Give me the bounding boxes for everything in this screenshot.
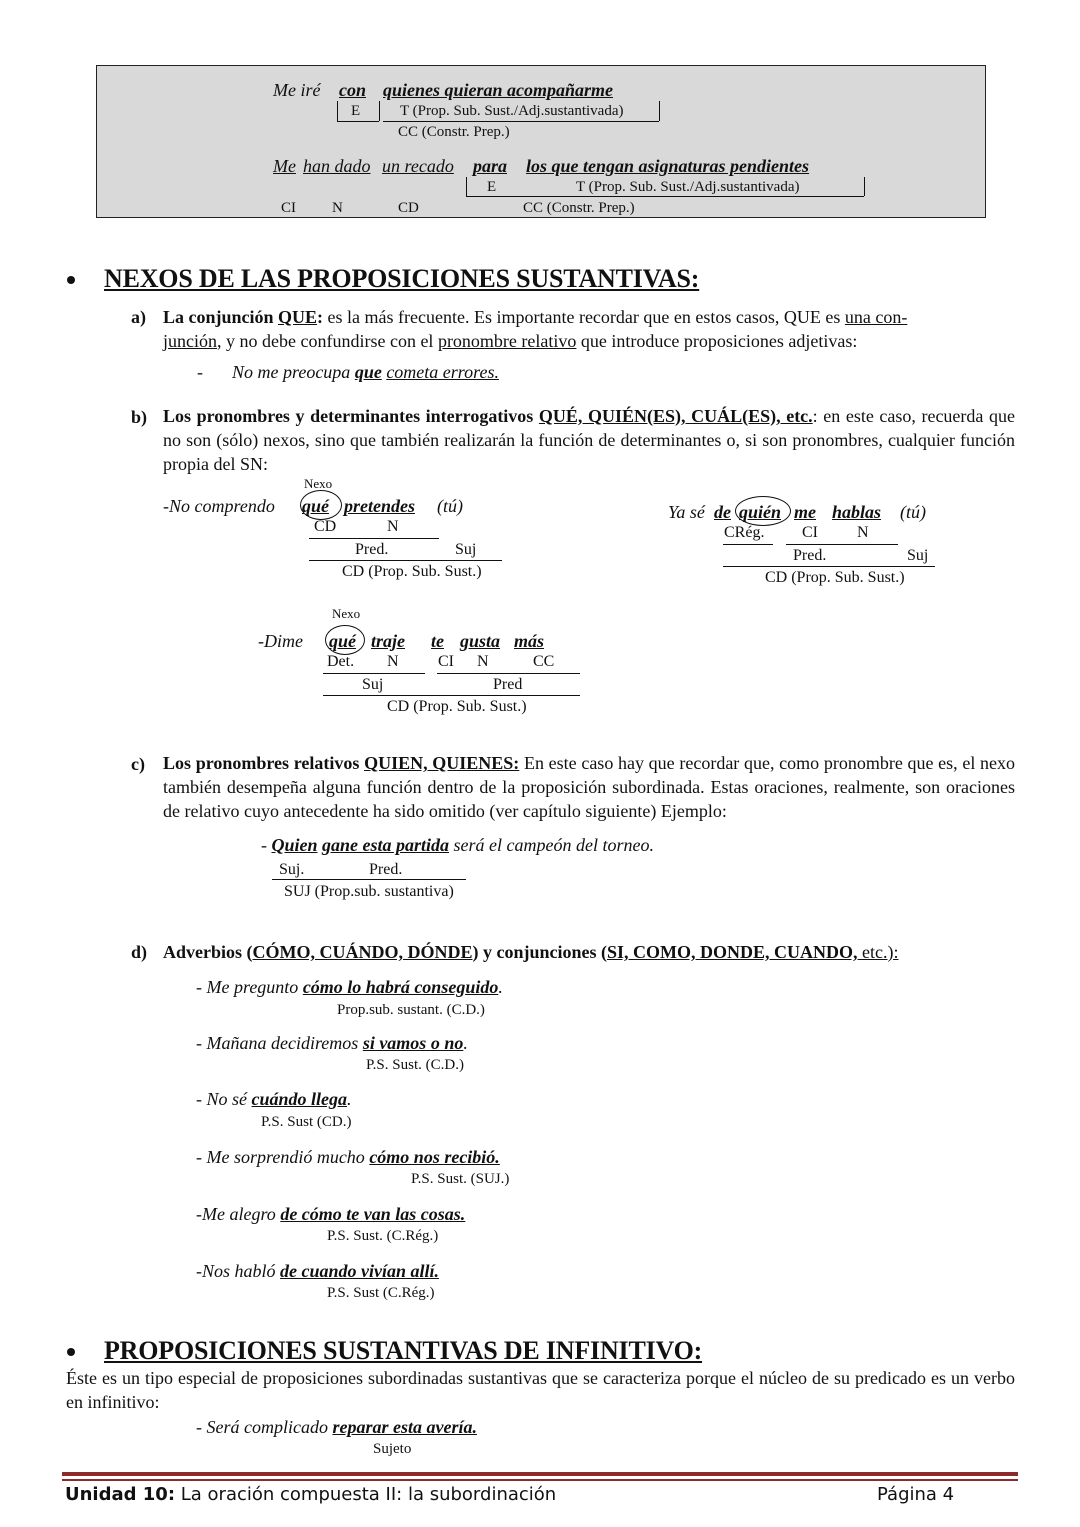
d-example-1: - Me pregunto cómo lo habrá conseguido. [196,977,503,997]
box-ex1-pre: Me iré [273,80,321,100]
box-ex2-han-dado: han dado [303,156,371,176]
d-label-4: P.S. Sust. (SUJ.) [411,1171,510,1187]
d-label-5: P.S. Sust. (C.Rég.) [327,1228,439,1244]
d-example-3: - No sé cuándo llega. [196,1089,352,1109]
b-ex3-label-cc: CC [533,653,555,670]
c-label-suj: Suj. [279,861,305,878]
box-ex2-label-cd: CD [398,200,419,216]
box-ex1-rest: quienes quieran acompañarme [383,80,614,100]
b-ex1-label-suj: Suj [455,541,477,558]
box-ex1-label-t: T (Prop. Sub. Sust./Adj.sustantivada) [400,103,624,119]
d-label-2: P.S. Sust. (C.D.) [366,1057,464,1073]
b-ex3-label-n1: N [387,653,399,670]
d-example-4: - Me sorprendió mucho cómo nos recibió. [196,1147,500,1167]
item-c-letter: c) [131,754,145,774]
box-ex2-para: para [473,156,508,176]
item-a-dash: - [197,362,203,382]
box-ex2-me: Me [273,156,296,176]
b-ex1-label-prop: CD (Prop. Sub. Sust.) [342,563,482,580]
b-ex2-de: de [714,502,731,522]
b-ex2-quien: quién [739,502,782,522]
section2-title: PROPOSICIONES SUSTANTIVAS DE INFINITIVO: [104,1336,703,1365]
b-ex2-label-n: N [857,524,869,541]
item-d-heading: Adverbios (CÓMO, CUÁNDO, DÓNDE) y conjunciones (SI, COMO, DONDE, CUANDO, etc.): [163,942,899,962]
box-ex2-label-n: N [332,200,343,216]
b-ex3-pre: -Dime [258,631,303,651]
section2-paragraph: Éste es un tipo especial de proposiciones subordinadas sustantivas que se caracteriza porque el núcleo de su predicado es un verbo en infinitivo: [66,1368,1015,1412]
b-ex2-hablas: hablas [832,502,882,522]
b-ex1-label-cd: CD [314,518,337,535]
c-example: - Quien gane esta partida será el campeón del torneo. [261,835,654,855]
circle-icon [300,490,342,520]
box-ex2-label-e: E [487,179,497,195]
box-ex1-label-cc: CC (Constr. Prep.) [398,124,510,140]
section2-example: - Será complicado reparar esta avería. [196,1417,477,1437]
c-label-prop: SUJ (Prop.sub. sustantiva) [284,883,454,900]
box-ex2-label-cc: CC (Constr. Prep.) [523,200,635,216]
b-ex1-label-n: N [387,518,399,535]
box-ex2-rest: los que tengan asignaturas pendientes [526,156,810,176]
item-a-paragraph: La conjunción QUE: es la más frecuente. Es importante recordar que en estos casos, QUE es una con- junción, y no debe confundirse con el pronombre relativo que introduce proposiciones adjetivas: [163,307,908,351]
b-ex3-label-n2: N [477,653,489,670]
b-ex2-label-creg: CRég. [724,524,765,541]
box-ex2-label-ci: CI [281,200,296,216]
b-ex3-mas: más [514,631,545,651]
b-ex3-label-suj: Suj [362,676,384,693]
item-c-paragraph: Los pronombres relativos QUIEN, QUIENES: En este caso hay que recordar que, como pronombre que es, el nexo también desempeña alguna función dentro de la proposición subordinada. Estas oraciones, realmente, son oraciones de relativo cuyo antecedente ha sido omitido (ver capítulo siguiente) Ejemplo: [163,753,1016,821]
circle-icon [325,625,365,655]
d-example-6: -Nos habló de cuando vivían allí. [196,1261,440,1281]
b-ex2-label-pred: Pred. [793,547,827,564]
footer-rule [62,1472,1018,1476]
b-ex1-pre: -No comprendo [163,496,275,516]
item-a-letter: a) [131,307,146,327]
b-ex1-que: qué [302,496,329,516]
b-ex1-verb: pretendes [344,496,415,516]
item-a-example: No me preocupa que cometa errores. [232,362,499,382]
section1-title: NEXOS DE LAS PROPOSICIONES SUSTANTIVAS: [104,264,700,293]
box-ex1-nexo: con [339,80,366,100]
b-ex2-label-suj: Suj [907,547,929,564]
section2-label: Sujeto [373,1441,412,1457]
c-label-pred: Pred. [369,861,403,878]
item-b-paragraph: Los pronombres y determinantes interrogativos QUÉ, QUIÉN(ES), CUÁL(ES), etc.: en este caso, recuerda que no son (sólo) nexos, sino que también realizarán la función de determinantes o, si son pronombres, cualquier función propia del SN: [163,406,1015,474]
b-ex3-traje: traje [371,631,405,651]
d-example-5: -Me alegro de cómo te van las cosas. [196,1204,466,1224]
footer-page: Página 4 [877,1484,955,1505]
box-ex1-label-e: E [351,103,361,119]
b-ex2-label-prop: CD (Prop. Sub. Sust.) [765,569,905,586]
footer-rule-thin [62,1479,1018,1481]
item-d-letter: d) [131,942,148,962]
b-ex3-label-pred: Pred [493,676,523,693]
bullet-icon [67,276,75,284]
b-ex3-te: te [431,631,444,651]
b-ex1-label-pred: Pred. [355,541,389,558]
d-label-3: P.S. Sust (CD.) [261,1114,352,1130]
b-ex2-label-ci: CI [802,524,818,541]
item-b-letter: b) [131,407,148,427]
box-ex2-label-t: T (Prop. Sub. Sust./Adj.sustantivada) [576,179,800,195]
b-ex1-nexo-label: Nexo [304,476,333,491]
b-ex2-tu: (tú) [900,502,926,522]
d-example-2: - Mañana decidiremos si vamos o no. [196,1033,468,1053]
b-ex3-que: qué [329,631,356,651]
b-ex3-label-det: Det. [327,653,355,670]
b-ex1-tu: (tú) [437,496,463,516]
b-ex2-me: me [794,502,816,522]
circle-icon [735,496,791,526]
b-ex2-pre: Ya sé [668,502,705,522]
b-ex3-gusta: gusta [460,631,501,651]
footer-unit: Unidad 10: La oración compuesta II: la subordinación [65,1484,557,1505]
bullet-icon [67,1348,75,1356]
box-ex2-un-recado: un recado [382,156,454,176]
b-ex3-nexo-label: Nexo [332,606,361,621]
b-ex3-label-prop: CD (Prop. Sub. Sust.) [387,698,527,715]
b-ex3-label-ci: CI [438,653,454,670]
d-label-6: P.S. Sust (C.Rég.) [327,1285,435,1301]
d-label-1: Prop.sub. sustant. (C.D.) [337,1002,485,1018]
